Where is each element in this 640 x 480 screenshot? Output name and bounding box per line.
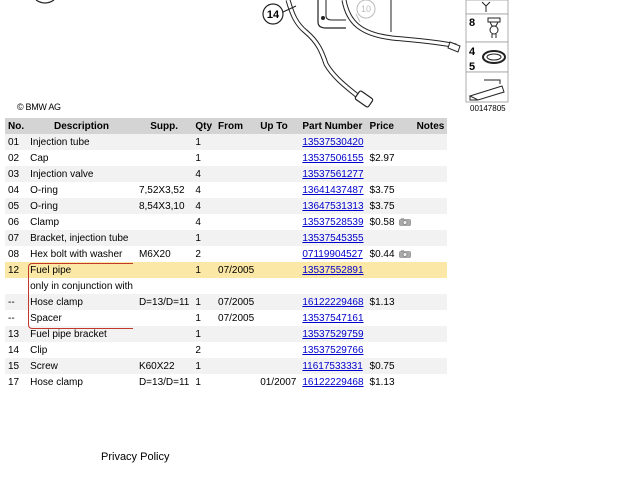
row-number: 12 — [5, 262, 27, 278]
table-row — [5, 294, 447, 310]
parts-diagram — [0, 0, 640, 116]
from-date-cell: 07/2005 — [215, 262, 257, 278]
header-description: Description — [27, 118, 136, 134]
quantity-cell: 1 — [192, 358, 215, 374]
part-number-cell — [299, 182, 366, 198]
quantity-cell: 1 — [192, 294, 215, 310]
price-cell — [367, 214, 414, 230]
from-date-cell — [215, 342, 257, 358]
description-cell: Spacer — [27, 310, 136, 326]
table-row — [5, 182, 447, 198]
part-number-cell — [299, 310, 366, 326]
part-number-cell — [299, 262, 366, 278]
price-cell — [367, 278, 414, 294]
table-row — [5, 246, 447, 262]
row-number: 04 — [5, 182, 27, 198]
quantity-cell: 1 — [192, 262, 215, 278]
from-date-cell: 07/2005 — [215, 294, 257, 310]
price-cell — [367, 150, 414, 166]
price-cell — [367, 198, 414, 214]
price-cell — [367, 182, 414, 198]
supplement-cell: D=13/D=11 — [136, 374, 192, 390]
table-row — [5, 214, 447, 230]
header-qty: Qty — [192, 118, 215, 134]
from-date-cell — [215, 134, 257, 150]
description-cell: Clamp — [27, 214, 136, 230]
row-number — [5, 278, 27, 294]
side-part-label-8: 8 — [469, 17, 476, 29]
header-price: Price — [367, 118, 414, 134]
price-cell — [367, 310, 414, 326]
notes-cell — [414, 326, 448, 342]
description-cell: Fuel pipe bracket — [27, 326, 136, 342]
header-no: No. — [5, 118, 27, 134]
notes-cell — [414, 246, 448, 262]
quantity-cell: 4 — [192, 182, 215, 198]
part-number-link[interactable]: 13537528539 — [302, 216, 364, 228]
part-number-cell — [299, 326, 366, 342]
price-cell — [367, 294, 414, 310]
part-number-link[interactable]: 16122229468 — [302, 376, 364, 388]
table-row — [5, 310, 447, 326]
from-date-cell — [215, 246, 257, 262]
row-number: -- — [5, 310, 27, 326]
price-value: $2.97 — [369, 152, 395, 164]
row-number: 03 — [5, 166, 27, 182]
notes-cell — [414, 230, 448, 246]
notes-cell — [414, 278, 448, 294]
table-row — [5, 262, 447, 278]
from-date-cell — [215, 150, 257, 166]
callout-label: 14 — [266, 9, 280, 21]
diagram-reference-code: 00147805 — [470, 104, 506, 113]
quantity-cell: 1 — [192, 230, 215, 246]
table-header-row — [5, 118, 447, 134]
price-cell — [367, 166, 414, 182]
header-from: From — [215, 118, 257, 134]
description-cell: Injection valve — [27, 166, 136, 182]
table-row — [5, 326, 447, 342]
quantity-cell: 1 — [192, 310, 215, 326]
up-to-date-cell — [257, 150, 299, 166]
part-number-cell — [299, 358, 366, 374]
price-cell — [367, 230, 414, 246]
up-to-date-cell — [257, 294, 299, 310]
side-part-label-4: 4 — [469, 46, 476, 58]
supplement-cell — [136, 134, 192, 150]
part-number-cell — [299, 214, 366, 230]
quantity-cell: 1 — [192, 150, 215, 166]
up-to-date-cell — [257, 342, 299, 358]
from-date-cell: 07/2005 — [215, 310, 257, 326]
table-row — [5, 278, 447, 294]
notes-cell — [414, 358, 448, 374]
part-number-link[interactable]: 13641437487 — [302, 184, 364, 196]
header-up-to: Up To — [257, 118, 299, 134]
notes-cell — [414, 342, 448, 358]
supplement-cell — [136, 342, 192, 358]
notes-cell — [414, 182, 448, 198]
part-number-cell — [299, 166, 366, 182]
row-number: 13 — [5, 326, 27, 342]
supplement-cell — [136, 166, 192, 182]
table-row — [5, 358, 447, 374]
camera-icon[interactable] — [399, 250, 411, 258]
from-date-cell — [215, 358, 257, 374]
notes-cell — [414, 374, 448, 390]
table-body — [5, 134, 447, 390]
row-number: 02 — [5, 150, 27, 166]
row-number: 07 — [5, 230, 27, 246]
part-number-cell — [299, 294, 366, 310]
part-number-link[interactable]: 13647531313 — [302, 200, 364, 212]
row-number: 15 — [5, 358, 27, 374]
notes-cell — [414, 310, 448, 326]
header-notes: Notes — [414, 118, 448, 134]
row-number: 05 — [5, 198, 27, 214]
price-value: $0.44 — [369, 248, 395, 260]
supplement-cell: 8,54X3,10 — [136, 198, 192, 214]
price-cell — [367, 358, 414, 374]
side-part-label-5: 5 — [469, 61, 476, 73]
notes-cell — [414, 294, 448, 310]
copyright-notice: © BMW AG — [17, 102, 61, 112]
up-to-date-cell — [257, 198, 299, 214]
table-row — [5, 166, 447, 182]
row-number: 06 — [5, 214, 27, 230]
up-to-date-cell — [257, 262, 299, 278]
price-value: $3.75 — [369, 200, 395, 212]
from-date-cell — [215, 278, 257, 294]
notes-cell — [414, 214, 448, 230]
supplement-cell — [136, 262, 192, 278]
price-cell — [367, 326, 414, 342]
notes-cell — [414, 198, 448, 214]
supplement-cell — [136, 326, 192, 342]
supplement-cell: K60X22 — [136, 358, 192, 374]
price-cell — [367, 342, 414, 358]
supplement-cell — [136, 214, 192, 230]
price-cell — [367, 262, 414, 278]
parts-table — [5, 118, 447, 390]
camera-icon[interactable] — [399, 218, 411, 226]
quantity-cell: 2 — [192, 342, 215, 358]
quantity-cell: 1 — [192, 326, 215, 342]
from-date-cell — [215, 374, 257, 390]
from-date-cell — [215, 326, 257, 342]
part-number-cell — [299, 246, 366, 262]
faded-callout-label: 10 — [360, 4, 372, 14]
price-value: $0.75 — [369, 360, 395, 372]
supplement-cell: M6X20 — [136, 246, 192, 262]
quantity-cell: 1 — [192, 374, 215, 390]
header-supplement: Supp. — [136, 118, 192, 134]
part-number-link[interactable]: 07119904527 — [302, 248, 363, 260]
part-number-link[interactable]: 13537506155 — [302, 152, 364, 164]
price-cell — [367, 134, 414, 150]
from-date-cell — [215, 230, 257, 246]
from-date-cell — [215, 198, 257, 214]
up-to-date-cell — [257, 278, 299, 294]
up-to-date-cell: 01/2007 — [257, 374, 299, 390]
part-number-cell — [299, 150, 366, 166]
part-number-link[interactable]: 11617533331 — [302, 360, 363, 372]
notes-cell — [414, 262, 448, 278]
supplement-cell — [136, 310, 192, 326]
description-cell: Clip — [27, 342, 136, 358]
quantity-cell: 4 — [192, 198, 215, 214]
table-row — [5, 150, 447, 166]
up-to-date-cell — [257, 358, 299, 374]
from-date-cell — [215, 214, 257, 230]
part-number-cell — [299, 198, 366, 214]
description-cell: O-ring — [27, 182, 136, 198]
row-number: -- — [5, 294, 27, 310]
price-cell — [367, 374, 414, 390]
part-number-cell — [299, 278, 366, 294]
description-cell: Cap — [27, 150, 136, 166]
part-number-link[interactable]: 13537552891 — [302, 264, 364, 276]
up-to-date-cell — [257, 166, 299, 182]
price-value: $1.13 — [369, 296, 395, 308]
notes-cell — [414, 134, 448, 150]
quantity-cell — [192, 278, 215, 294]
table-row — [5, 374, 447, 390]
up-to-date-cell — [257, 182, 299, 198]
up-to-date-cell — [257, 230, 299, 246]
supplement-cell: D=13/D=11 — [136, 294, 192, 310]
supplement-cell: 7,52X3,52 — [136, 182, 192, 198]
description-cell: only in conjunction with — [27, 278, 136, 294]
description-cell: Hose clamp — [27, 294, 136, 310]
description-cell: Bracket, injection tube — [27, 230, 136, 246]
part-number-link[interactable]: 16122229468 — [302, 296, 364, 308]
fuel-injection-diagram-drawing — [0, 0, 640, 116]
quantity-cell: 1 — [192, 134, 215, 150]
part-number-link[interactable]: 13537529766 — [302, 344, 364, 356]
header-part-number: Part Number — [299, 118, 366, 134]
notes-cell — [414, 150, 448, 166]
price-cell — [367, 246, 414, 262]
up-to-date-cell — [257, 214, 299, 230]
description-cell: O-ring — [27, 198, 136, 214]
part-number-link[interactable]: 13537561277 — [302, 168, 364, 180]
price-value: $3.75 — [369, 184, 395, 196]
table-row — [5, 230, 447, 246]
quantity-cell: 4 — [192, 166, 215, 182]
supplement-cell — [136, 230, 192, 246]
description-cell: Injection tube — [27, 134, 136, 150]
notes-cell — [414, 166, 448, 182]
supplement-cell — [136, 278, 192, 294]
supplement-cell — [136, 150, 192, 166]
table-row — [5, 342, 447, 358]
row-number: 17 — [5, 374, 27, 390]
description-cell: Hex bolt with washer — [27, 246, 136, 262]
part-number-link[interactable]: 13537545355 — [302, 232, 364, 244]
from-date-cell — [215, 166, 257, 182]
up-to-date-cell — [257, 326, 299, 342]
table-row — [5, 198, 447, 214]
part-number-cell — [299, 230, 366, 246]
row-number: 01 — [5, 134, 27, 150]
description-cell: Fuel pipe — [27, 262, 136, 278]
part-number-link[interactable]: 13537530420 — [302, 136, 364, 148]
up-to-date-cell — [257, 134, 299, 150]
row-number: 08 — [5, 246, 27, 262]
privacy-policy-link[interactable]: Privacy Policy — [101, 451, 170, 463]
description-cell: Hose clamp — [27, 374, 136, 390]
up-to-date-cell — [257, 246, 299, 262]
row-number: 14 — [5, 342, 27, 358]
from-date-cell — [215, 182, 257, 198]
table-row — [5, 134, 447, 150]
part-number-link[interactable]: 13537529759 — [302, 328, 364, 340]
part-number-link[interactable]: 13537547161 — [302, 312, 364, 324]
price-value: $1.13 — [369, 376, 395, 388]
quantity-cell: 2 — [192, 246, 215, 262]
part-number-cell — [299, 134, 366, 150]
price-value: $0.58 — [369, 216, 395, 228]
quantity-cell: 4 — [192, 214, 215, 230]
up-to-date-cell — [257, 310, 299, 326]
description-cell: Screw — [27, 358, 136, 374]
part-number-cell — [299, 342, 366, 358]
part-number-cell — [299, 374, 366, 390]
